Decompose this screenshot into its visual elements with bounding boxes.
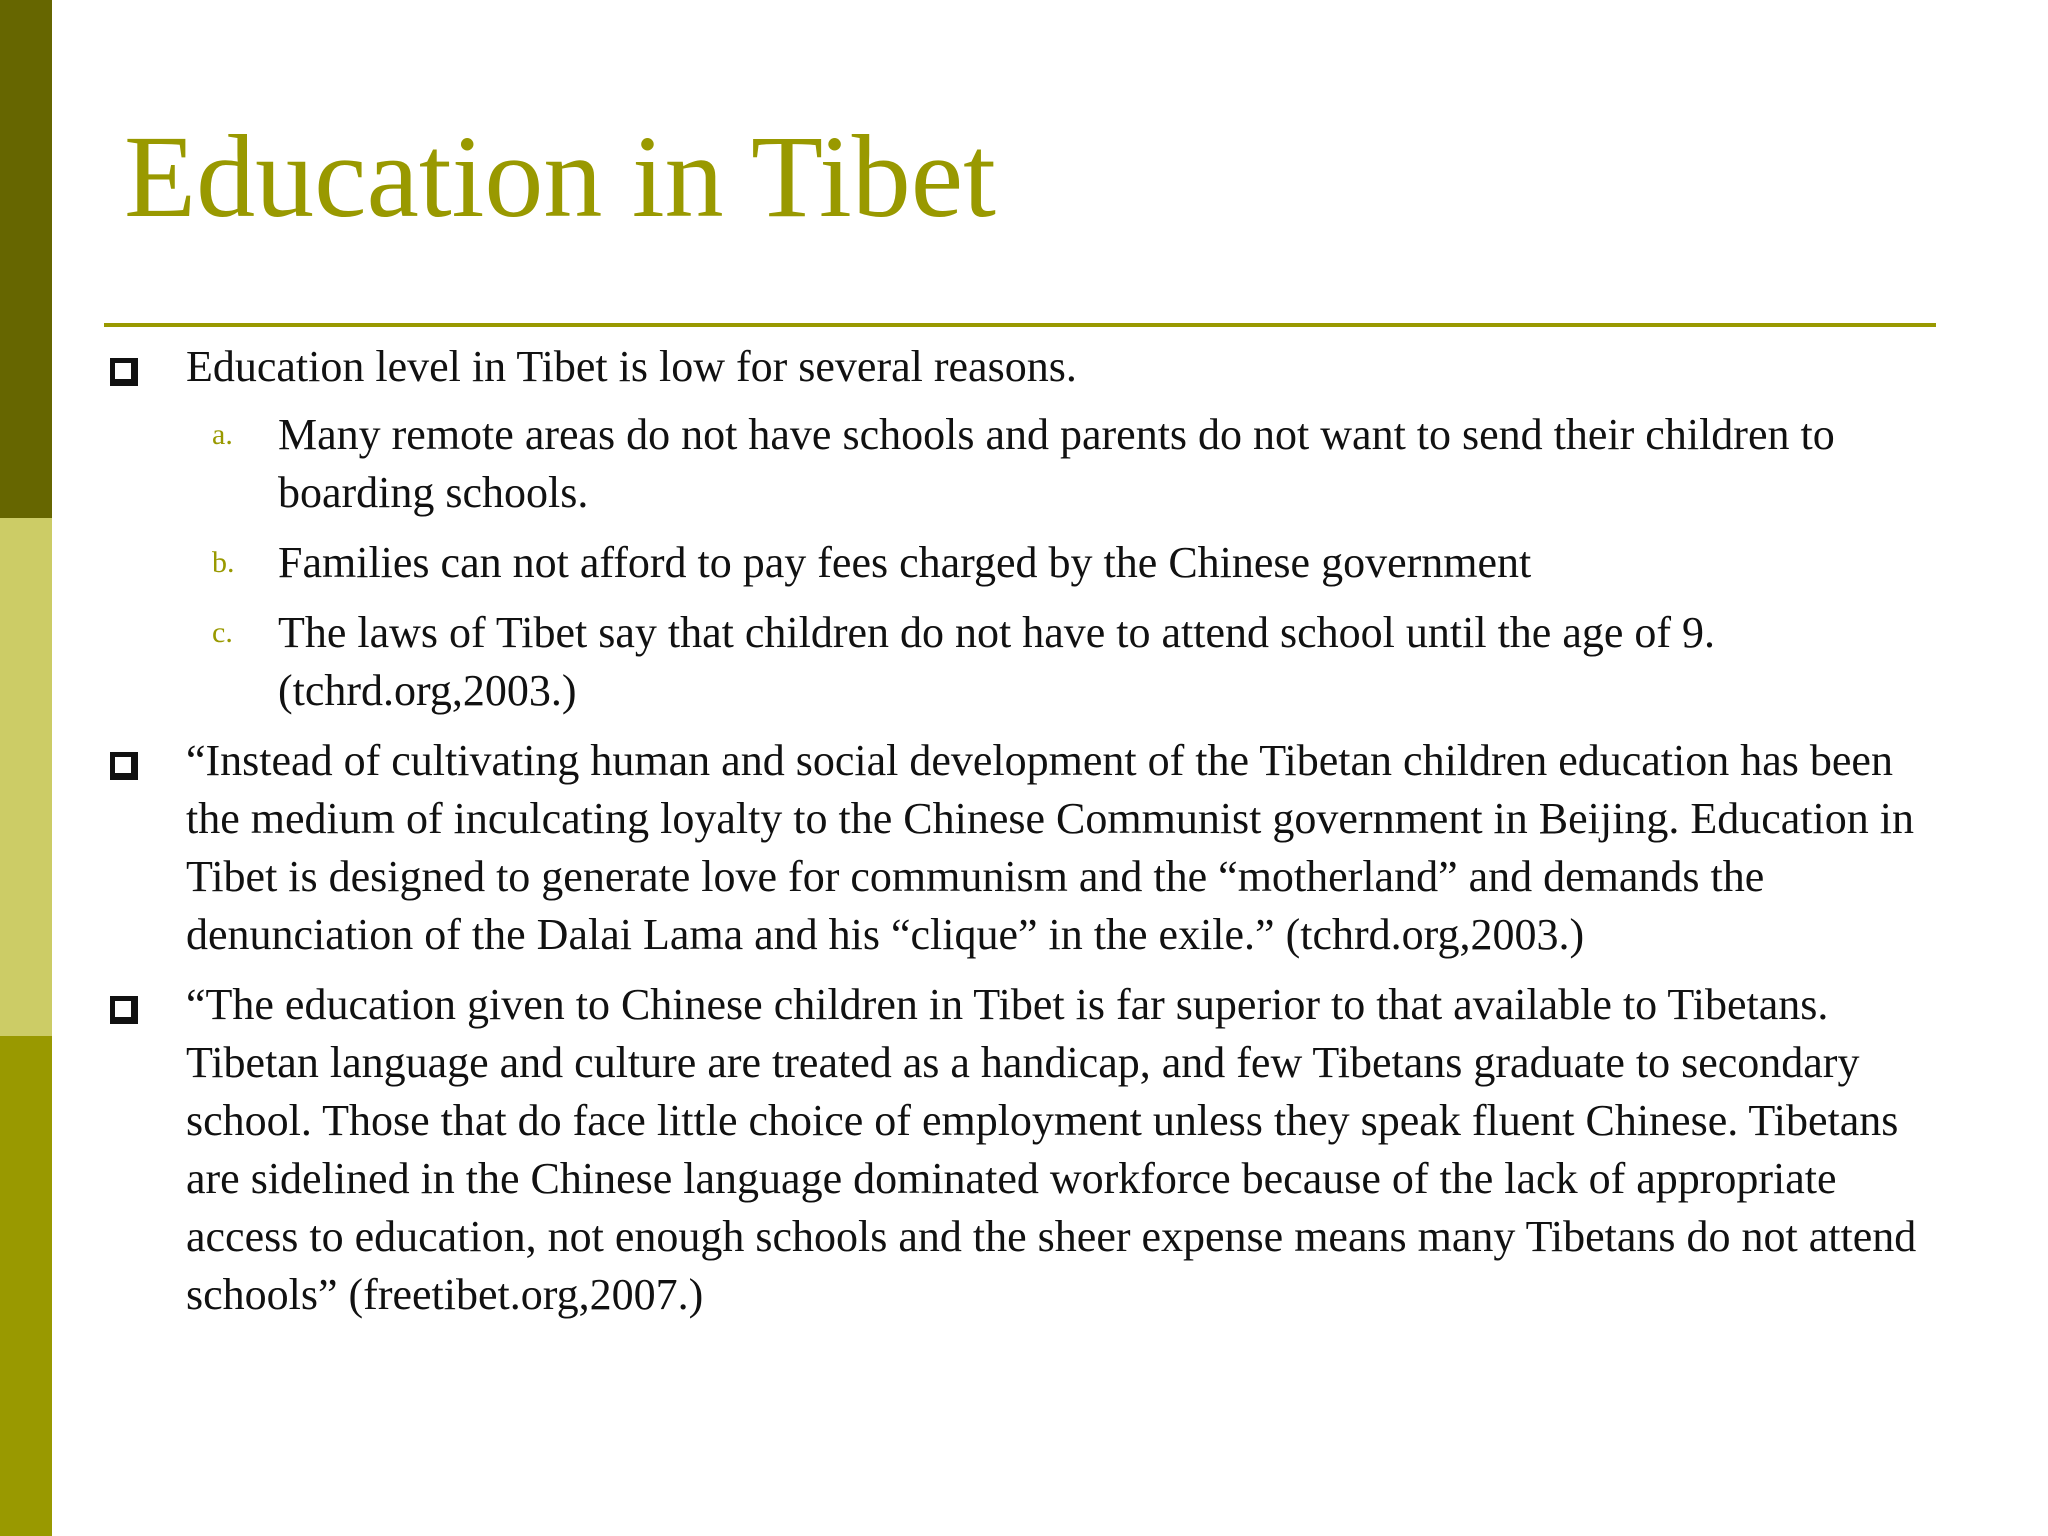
sub-item-text: Many remote areas do not have schools and parents do not want to send their children to boarding schools. (278, 410, 1835, 517)
bullet-text: “Instead of cultivating human and social development of the Tibetan children education has been the medium of inculcating loyalty to the Chinese Communist government in Beijing. Education in Tibet is designed to generate love for communism and the “motherland” and demands the denunciation of the Dalai Lama and his “clique” in the exile.” (tchrd.org,2003.) (186, 736, 1914, 959)
bullet-item (106, 338, 1936, 720)
bullet-item (106, 732, 1936, 964)
side-bar-segment-olive (0, 1036, 52, 1536)
bullet-text: “The education given to Chinese children in Tibet is far superior to that available to Tibetans. Tibetan language and culture are treated as a handicap, and few Tibetans graduate to secondary school. Those that do face little choice of employment unless they speak fluent Chinese. Tibetans are sidelined in the Chinese language dominated workforce because of the lack of appropriate access to education, not enough schools and the sheer expense means many Tibetans do not attend schools” (freetibet.org,2007.) (186, 980, 1917, 1319)
sub-item-marker: b. (212, 546, 235, 579)
side-accent-bar (0, 0, 52, 1536)
sub-list-item (186, 406, 1936, 522)
sub-item-text: Families can not afford to pay fees charged by the Chinese government (278, 538, 1532, 587)
title-divider (104, 323, 1936, 327)
square-bullet-icon (110, 752, 138, 780)
bullet-item (106, 976, 1936, 1324)
slide-title: Education in Tibet (124, 111, 996, 242)
sub-item-text: The laws of Tibet say that children do not have to attend school until the age of 9. (tchrd.org,2003.) (278, 608, 1716, 715)
sub-list-item (186, 604, 1936, 720)
square-bullet-icon (110, 358, 138, 386)
slide-content (106, 338, 1936, 1324)
square-bullet-icon (110, 996, 138, 1024)
sub-list (186, 406, 1936, 720)
bullet-text: Education level in Tibet is low for several reasons. (186, 342, 1077, 391)
side-bar-segment-light (0, 518, 52, 1036)
sub-item-marker: a. (212, 418, 233, 451)
side-bar-segment-dark (0, 0, 52, 518)
sub-list-item (186, 534, 1936, 592)
sub-item-marker: c. (212, 616, 233, 649)
